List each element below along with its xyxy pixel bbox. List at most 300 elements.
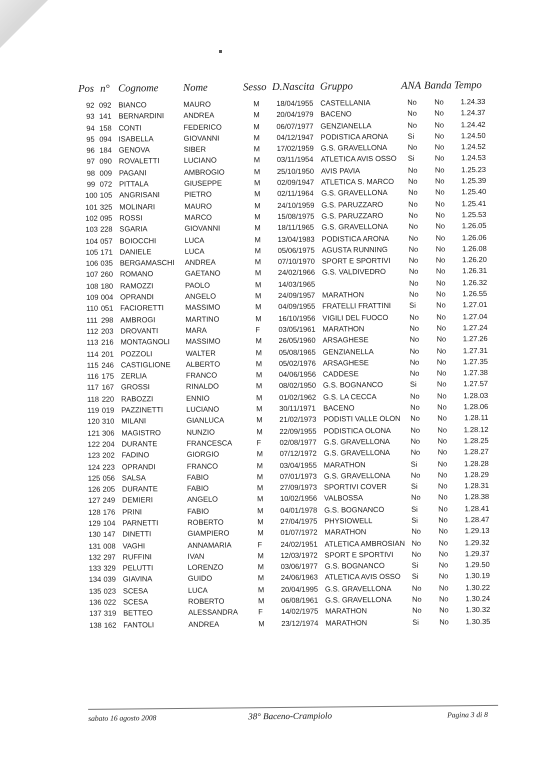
cell-pos: 106 (85, 258, 99, 269)
cell-banda: No (438, 504, 448, 514)
header-ana: ANA (401, 80, 422, 92)
cell-banda: No (435, 278, 446, 288)
cell-tempo: 1.24.42 (460, 119, 486, 129)
cell-banda: No (434, 153, 445, 163)
cell-nome: GIAMPIERO (187, 528, 230, 539)
cell-pos: 126 (87, 484, 101, 494)
cell-cognome: MONTAGNOLI (120, 337, 170, 347)
cell-pos: 95 (86, 134, 95, 144)
cell-sesso: M (256, 460, 263, 470)
cell-nome: GAETANO (184, 269, 221, 279)
cell-tempo: 1.26.05 (461, 221, 487, 231)
cell-banda: No (436, 345, 447, 356)
cell-nascita: 20/04/1995 (280, 584, 319, 594)
cell-sesso: M (254, 268, 262, 278)
cell-sesso: F (255, 325, 261, 335)
cell-sesso: M (257, 528, 264, 538)
cell-nome: PIETRO (184, 190, 212, 200)
cell-nascita: 14/03/1965 (278, 279, 316, 289)
cell-gruppo: GENZIANELLA (322, 346, 374, 357)
cell-cognome: MAGISTRO (121, 427, 161, 438)
cell-banda: No (436, 289, 446, 299)
cell-tempo: 1.28.11 (464, 413, 489, 423)
cell-nascita: 04/12/1947 (276, 132, 314, 142)
cell-cognome: PARNETTI (122, 518, 159, 528)
cell-nome: ANGELO (187, 494, 218, 505)
cell-pos: 109 (86, 292, 99, 302)
cell-number: 171 (100, 247, 113, 257)
cell-nascita: 08/02/1950 (278, 381, 317, 391)
cell-cognome: RABOZZI (121, 393, 154, 404)
cell-ana: No (411, 493, 421, 503)
cell-nascita: 16/10/1956 (278, 313, 316, 323)
cell-tempo: 1.28.03 (463, 390, 489, 400)
cell-ana: No (407, 108, 417, 119)
cell-number: 180 (100, 281, 114, 291)
cell-nascita: 07/01/1973 (279, 471, 317, 481)
table-header (70, 80, 510, 98)
cell-tempo: 1.24.50 (460, 130, 486, 141)
cell-sesso: M (256, 449, 263, 459)
cell-ana: No (409, 323, 419, 333)
cell-cognome: BOIOCCHI (119, 235, 157, 246)
cell-number: 201 (101, 349, 114, 359)
cell-ana: No (408, 255, 419, 265)
cell-sesso: M (256, 415, 263, 425)
cell-sesso: M (255, 381, 263, 391)
cell-banda: No (435, 187, 445, 197)
cell-number: 329 (103, 563, 116, 573)
cell-sesso: M (253, 110, 260, 120)
cell-nascita: 22/09/1955 (279, 426, 317, 436)
cell-nome: GUIDO (187, 574, 213, 584)
cell-nascita: 24/06/1963 (280, 573, 318, 583)
cell-ana: No (408, 278, 419, 288)
cell-banda: No (439, 605, 449, 615)
header-sesso: Sesso (243, 82, 267, 94)
cell-tempo: 1.27.57 (463, 379, 489, 389)
cell-cognome: FANTOLI (123, 619, 155, 630)
footer-rule (88, 705, 498, 710)
cell-cognome: SCESA (122, 586, 149, 596)
cell-sesso: M (253, 144, 260, 154)
cell-sesso: M (255, 336, 262, 346)
cell-ana: No (408, 267, 419, 277)
cell-nome: WALTER (185, 348, 216, 358)
cell-nome: ROBERTO (188, 596, 225, 606)
cell-pos: 92 (86, 100, 95, 110)
cell-nascita: 20/04/1979 (276, 109, 314, 120)
cell-tempo: 1.24.53 (461, 153, 486, 163)
cell-cognome: BETTEO (123, 608, 153, 618)
cell-number: 306 (102, 428, 115, 438)
cell-sesso: M (253, 99, 260, 109)
cell-ana: Si (409, 380, 417, 390)
cell-number: 039 (103, 575, 116, 585)
cell-banda: No (435, 232, 446, 243)
cell-tempo: 1.24.37 (460, 108, 486, 118)
cell-pos: 118 (87, 394, 99, 404)
cell-nascita: 14/02/1975 (281, 607, 319, 617)
cell-gruppo: CADDESE (322, 369, 359, 379)
cell-nascita: 04/01/1978 (280, 505, 318, 515)
cell-sesso: M (258, 618, 265, 628)
cell-number: 167 (101, 383, 115, 393)
cell-nome: FABIO (186, 483, 209, 493)
cell-ana: No (407, 120, 418, 130)
cell-banda: No (438, 583, 449, 593)
cell-tempo: 1.28.27 (463, 447, 489, 457)
cell-banda: No (435, 266, 446, 276)
cell-cognome: BERNARDINI (118, 111, 165, 121)
cell-number: 260 (100, 270, 113, 280)
cell-ana: No (410, 425, 420, 435)
cell-number: 204 (102, 439, 115, 449)
cell-gruppo: VALBOSSA (324, 493, 364, 503)
cell-gruppo: G.S. PARUZZARO (321, 210, 384, 221)
cell-sesso: M (255, 313, 262, 323)
cell-ana: No (410, 413, 420, 424)
cell-sesso: M (253, 155, 261, 165)
cell-tempo: 1.26.55 (462, 289, 488, 299)
cell-banda: No (435, 221, 445, 231)
cell-nascita: 05/02/1976 (278, 358, 316, 368)
cell-cognome: FACIORETTI (120, 303, 164, 313)
cell-banda: No (436, 334, 447, 344)
cell-gruppo: G.S. GRAVELLONA (323, 448, 391, 458)
cell-tempo: 1.25.40 (461, 187, 487, 197)
cell-sesso: M (258, 596, 265, 606)
cell-cognome: CONTI (118, 122, 142, 133)
cell-tempo: 1.29.32 (464, 537, 490, 547)
cell-banda: No (434, 108, 444, 118)
cell-pos: 137 (89, 609, 102, 619)
cell-nascita: 21/02/1973 (279, 414, 317, 425)
cell-cognome: AMBROGI (120, 314, 156, 325)
cell-ana: Si (411, 515, 418, 525)
cell-nome: FRANCO (186, 461, 219, 471)
cell-nascita: 03/06/1977 (280, 561, 318, 572)
cell-gruppo: MARATHON (324, 527, 367, 537)
cell-tempo: 1.24.52 (461, 142, 486, 152)
cell-ana: Si (411, 572, 419, 582)
cell-banda: No (437, 470, 448, 480)
cell-banda: No (438, 515, 448, 525)
cell-pos: 115 (86, 360, 99, 370)
cell-sesso: M (254, 178, 261, 188)
cell-cognome: OPRANDI (121, 461, 156, 472)
cell-number: 216 (101, 337, 114, 347)
cell-pos: 125 (87, 473, 101, 483)
cell-pos: 122 (87, 439, 100, 449)
cell-nascita: 04/09/1955 (278, 302, 316, 312)
cell-sesso: M (257, 517, 264, 527)
cell-ana: Si (411, 504, 418, 514)
cell-banda: No (437, 402, 447, 412)
cell-tempo: 1.30.32 (465, 605, 491, 615)
results-table (70, 96, 515, 631)
cell-gruppo: ARSAGHESE (322, 335, 369, 345)
cell-banda: No (438, 537, 449, 548)
cell-banda: No (435, 255, 446, 265)
cell-tempo: 1.28.41 (464, 503, 490, 513)
cell-number: 319 (103, 608, 117, 619)
cell-pos: 128 (88, 507, 101, 517)
cell-nascita: 15/08/1975 (277, 211, 315, 221)
footer-date: sabato 16 agosto 2008 (88, 713, 157, 723)
cell-gruppo: GENZIANELLA (320, 120, 372, 131)
cell-ana: No (409, 357, 420, 367)
cell-nascita: 17/02/1959 (276, 143, 314, 154)
cell-banda: No (437, 391, 447, 401)
cell-number: 095 (100, 213, 113, 223)
cell-tempo: 1.29.50 (465, 560, 490, 570)
cell-number: 158 (99, 123, 112, 133)
cell-pos: 108 (86, 281, 99, 291)
cell-cognome: MOLINARI (119, 201, 156, 212)
cell-nome: ANDREA (184, 257, 216, 268)
cell-tempo: 1.27.38 (463, 368, 488, 378)
header-pos: Pos (78, 83, 94, 95)
cell-gruppo: BACENO (323, 403, 355, 413)
cell-number: 022 (103, 597, 117, 607)
cell-tempo: 1.27.35 (463, 356, 488, 367)
cell-tempo: 1.27.04 (462, 311, 488, 321)
cell-ana: No (407, 97, 417, 107)
cell-sesso: M (255, 347, 262, 357)
cell-banda: No (437, 425, 447, 435)
cell-number: 205 (102, 484, 116, 494)
cell-cognome: OPRANDI (120, 292, 154, 302)
cell-gruppo: BACENO (320, 109, 352, 119)
cell-nome: ANGELO (185, 291, 217, 301)
cell-gruppo: FRATELLI FRATTINI (322, 301, 392, 311)
cell-nascita: 30/11/1971 (279, 403, 316, 414)
cell-banda: No (438, 571, 449, 581)
cell-sesso: M (255, 291, 262, 301)
cell-ana: Si (412, 617, 419, 627)
cell-cognome: DEMIERI (122, 495, 153, 505)
cell-banda: No (436, 379, 447, 389)
cell-number: 051 (100, 303, 114, 314)
cell-tempo: 1.26.32 (462, 277, 488, 287)
cell-number: 176 (102, 507, 116, 517)
cell-number: 105 (99, 190, 113, 201)
cell-nome: LUCIANO (183, 156, 217, 166)
cell-number: 147 (103, 529, 116, 539)
header-cognome: Cognome (118, 83, 159, 95)
cell-tempo: 1.25.23 (461, 164, 486, 175)
cell-cognome: ROSSI (119, 213, 143, 223)
cell-tempo: 1.27.26 (462, 334, 488, 344)
cell-nascita: 01/07/1972 (280, 527, 318, 538)
cell-cognome: ISABELLA (118, 134, 154, 144)
cell-tempo: 1.30.35 (465, 616, 491, 626)
cell-number: 092 (98, 100, 112, 110)
cell-nome: ALESSANDRA (188, 607, 238, 618)
cell-nome: MASSIMO (185, 336, 221, 347)
cell-tempo: 1.27.24 (462, 322, 488, 333)
cell-cognome: DANIELE (119, 247, 152, 257)
cell-pos: 97 (86, 157, 95, 167)
cell-tempo: 1.28.29 (464, 469, 489, 480)
cell-sesso: F (258, 607, 263, 617)
cell-ana: No (409, 289, 419, 299)
cell-nascita: 13/04/1983 (277, 234, 315, 244)
cell-banda: No (436, 300, 446, 310)
cell-gruppo: G.S. BOGNANCO (324, 561, 385, 571)
cell-sesso: M (256, 392, 263, 402)
cell-ana: No (412, 606, 422, 616)
cell-gruppo: G.S. GRAVELLONA (323, 470, 391, 481)
header-nome: Nome (183, 82, 208, 94)
cell-nome: GIOVANNI (184, 223, 221, 234)
cell-cognome: RAMOZZI (120, 280, 154, 291)
cell-ana: No (411, 583, 422, 593)
cell-nascita: 07/10/1970 (277, 256, 315, 267)
cell-ana: No (410, 391, 420, 401)
cell-gruppo: ATLETICA AVIS OSSO (320, 154, 397, 165)
cell-nascita: 02/11/1964 (277, 189, 314, 199)
cell-number: 203 (101, 326, 114, 336)
cell-banda: No (439, 617, 449, 627)
cell-pos: 93 (86, 112, 95, 122)
cell-sesso: M (255, 358, 263, 369)
cell-pos: 119 (87, 405, 100, 415)
cell-pos: 113 (86, 337, 99, 348)
cell-pos: 130 (88, 530, 101, 540)
cell-tempo: 1.30.19 (465, 571, 490, 581)
cell-gruppo: ARSAGHESE (322, 357, 369, 368)
cell-tempo: 1.25.41 (461, 198, 487, 208)
cell-nome: LUCA (187, 585, 208, 595)
cell-gruppo: G.S. PARUZZARO (321, 199, 384, 210)
cell-banda: No (435, 244, 446, 254)
cell-cognome: SALSA (121, 473, 146, 483)
cell-banda: No (434, 165, 445, 175)
cell-tempo: 1.26.06 (461, 232, 487, 242)
cell-gruppo: G.S. BOGNANCO (322, 380, 384, 391)
cell-gruppo: G.S. GRAVELLONA (323, 436, 391, 447)
cell-sesso: M (254, 212, 261, 222)
cell-banda: No (434, 142, 445, 152)
cell-gruppo: ATLETICA AVIS OSSO (324, 572, 401, 583)
cell-pos: 135 (88, 586, 102, 596)
cell-sesso: M (254, 189, 261, 199)
header-banda: Banda (424, 80, 452, 92)
cell-cognome: DROVANTI (120, 326, 159, 336)
cell-nome: PAOLO (185, 280, 211, 290)
cell-number: 056 (102, 473, 115, 483)
cell-sesso: M (253, 133, 260, 143)
cell-sesso: M (254, 200, 261, 210)
cell-cognome: SCESA (123, 597, 149, 607)
cell-banda: No (435, 210, 445, 220)
cell-ana: No (408, 221, 418, 232)
cell-number: 202 (102, 450, 115, 460)
cell-sesso: M (256, 483, 264, 493)
cell-gruppo: PODISTICA OLONA (323, 425, 391, 436)
cell-banda: No (438, 549, 449, 559)
cell-banda: No (438, 492, 448, 502)
header-num: n° (100, 83, 110, 95)
cell-nascita: 02/08/1977 (279, 437, 317, 447)
cell-tempo: 1.28.25 (463, 435, 489, 446)
cell-number: 297 (103, 552, 116, 562)
cell-ana: No (410, 447, 421, 457)
cell-cognome: FADINO (121, 450, 150, 460)
cell-ana: No (411, 549, 422, 559)
cell-ana: No (408, 199, 418, 209)
cell-pos: 117 (86, 383, 99, 393)
cell-nome: MAURO (184, 201, 212, 211)
cell-nome: AMBROGIO (183, 167, 225, 177)
cell-ana: Si (407, 131, 415, 141)
cell-gruppo: SPORTIVI COVER (323, 482, 387, 492)
cell-ana: Si (410, 459, 418, 469)
cell-tempo: 1.30.22 (465, 582, 491, 592)
cell-nome: FABIO (186, 472, 209, 482)
cell-gruppo: G.S. VALDIVEDRO (321, 267, 386, 278)
cell-tempo: 1.28.06 (463, 402, 489, 412)
cell-pos: 133 (88, 563, 102, 574)
cell-tempo: 1.28.31 (464, 481, 490, 491)
cell-nascita: 07/12/1972 (279, 448, 317, 459)
cell-cognome: ANGRISANI (119, 190, 160, 200)
cell-nome: ANDREA (188, 619, 220, 629)
cell-tempo: 1.27.01 (462, 300, 488, 310)
cell-number: 298 (100, 315, 114, 325)
cell-gruppo: G.S. GRAVELLONA (324, 583, 392, 594)
cell-nascita: 03/04/1955 (279, 460, 317, 470)
cell-tempo: 1.26.20 (462, 255, 487, 265)
cell-nascita: 27/04/1975 (280, 516, 318, 526)
cell-ana: No (412, 594, 422, 604)
header-tempo: Tempo (454, 80, 482, 92)
header-nascita: D.Nascita (272, 81, 315, 94)
cell-number: 175 (101, 371, 114, 381)
cell-nome: GIOVANNI (183, 133, 220, 143)
cell-gruppo: G.S. LA CECCA (323, 391, 377, 402)
cell-cognome: BIANCO (118, 100, 147, 110)
cell-tempo: 1.25.39 (461, 176, 487, 186)
cell-cognome: PAZZINETTI (121, 405, 164, 415)
cell-nome: IVAN (187, 551, 205, 561)
cell-gruppo: G.S. GRAVELLONA (321, 188, 388, 198)
cell-ana: No (411, 538, 422, 548)
cell-banda: No (437, 447, 448, 457)
cell-pos: 101 (85, 202, 98, 212)
cell-gruppo: MARATHON (325, 606, 367, 616)
cell-cognome: POZZOLI (120, 348, 153, 359)
cell-nascita: 06/08/1961 (281, 595, 319, 606)
cell-sesso: M (257, 573, 265, 583)
cell-nome: FABIO (187, 506, 210, 516)
cell-cognome: ROMANO (119, 269, 154, 279)
cell-tempo: 1.29.37 (464, 548, 490, 559)
cell-pos: 111 (86, 315, 98, 325)
cell-sesso: M (254, 246, 261, 256)
cell-pos: 103 (85, 225, 98, 235)
cell-pos: 124 (87, 462, 101, 472)
cell-nascita: 04/06/1956 (278, 369, 316, 380)
cell-gruppo: SPORT E SPORTIVI (324, 549, 394, 560)
cell-gruppo: MARATHON (322, 324, 365, 334)
cell-ana: No (409, 334, 420, 344)
cell-number: 246 (101, 360, 114, 370)
cell-number: 009 (99, 168, 113, 178)
cell-gruppo: PODISTICA ARONA (320, 131, 389, 142)
